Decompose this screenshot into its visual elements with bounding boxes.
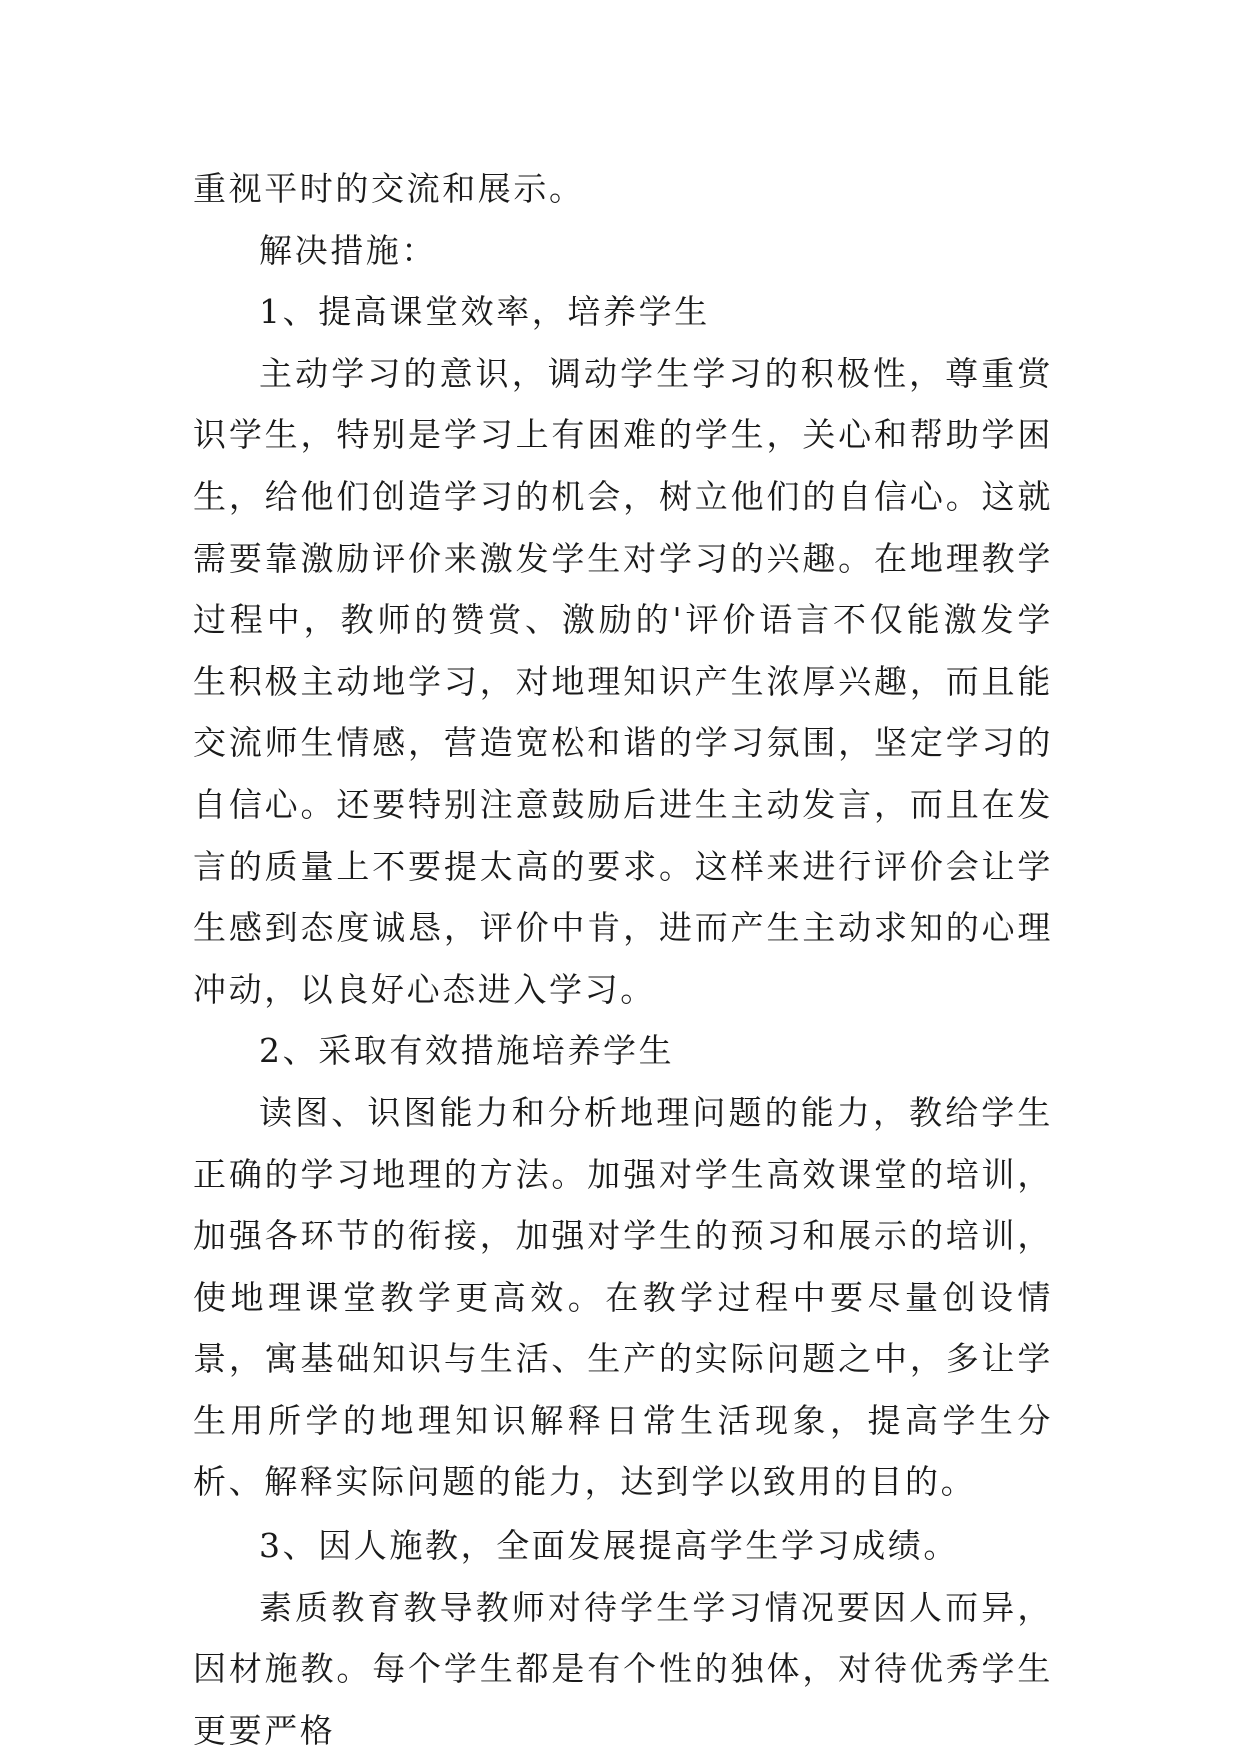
paragraph-item-3-heading: 3、因人施教，全面发展提高学生学习成绩。 (259, 1526, 959, 1566)
paragraph-heading-solutions: 解决措施： (259, 230, 437, 270)
paragraph-item-1-heading: 1、提高课堂效率，培养学生 (259, 292, 710, 332)
paragraph-item-2-body: 读图、识图能力和分析地理问题的能力，教给学生正确的学习地理的方法。加强对学生高效课堂的培训，加强各环节的衔接，加强对学生的预习和展示的培训，使地理课堂教学更高效。在教学过程中要尽量创设情景，寓基础知识与生活、生产的实际问题之中，多让学生用所学的地理知识解释日常生活现象，提高学生分析、解释实际问题的能力，达到学以致用的目的。 (193, 1092, 1053, 1502)
paragraph-item-1-body: 主动学习的意识，调动学生学习的积极性，尊重赏识学生，特别是学习上有困难的学生，关心和帮助学困生，给他们创造学习的机会，树立他们的自信心。这就需要靠激励评价来激发学生对学习的兴趣。在地理教学过程中，教师的赞赏、激励的'评价语言不仅能激发学生积极主动地学习，对地理知识产生浓厚兴趣，而且能交流师生情感，营造宽松和谐的学习氛围，坚定学习的自信心。还要特别注意鼓励后进生主动发言，而且在发言的质量上不要提太高的要求。这样来进行评价会让学生感到态度诚恳，评价中肯，进而产生主动求知的心理冲动，以良好心态进入学习。 (193, 353, 1053, 1009)
document-body (193, 158, 1053, 1761)
paragraph-continuation: 重视平时的交流和展示。 (193, 169, 585, 208)
paragraph-item-2-heading: 2、采取有效措施培养学生 (259, 1031, 675, 1071)
paragraph-item-3-body: 素质教育教导教师对待学生学习情况要因人而异，因材施教。每个学生都是有个性的独体，对待优秀学生更要严格 (193, 1587, 1053, 1750)
